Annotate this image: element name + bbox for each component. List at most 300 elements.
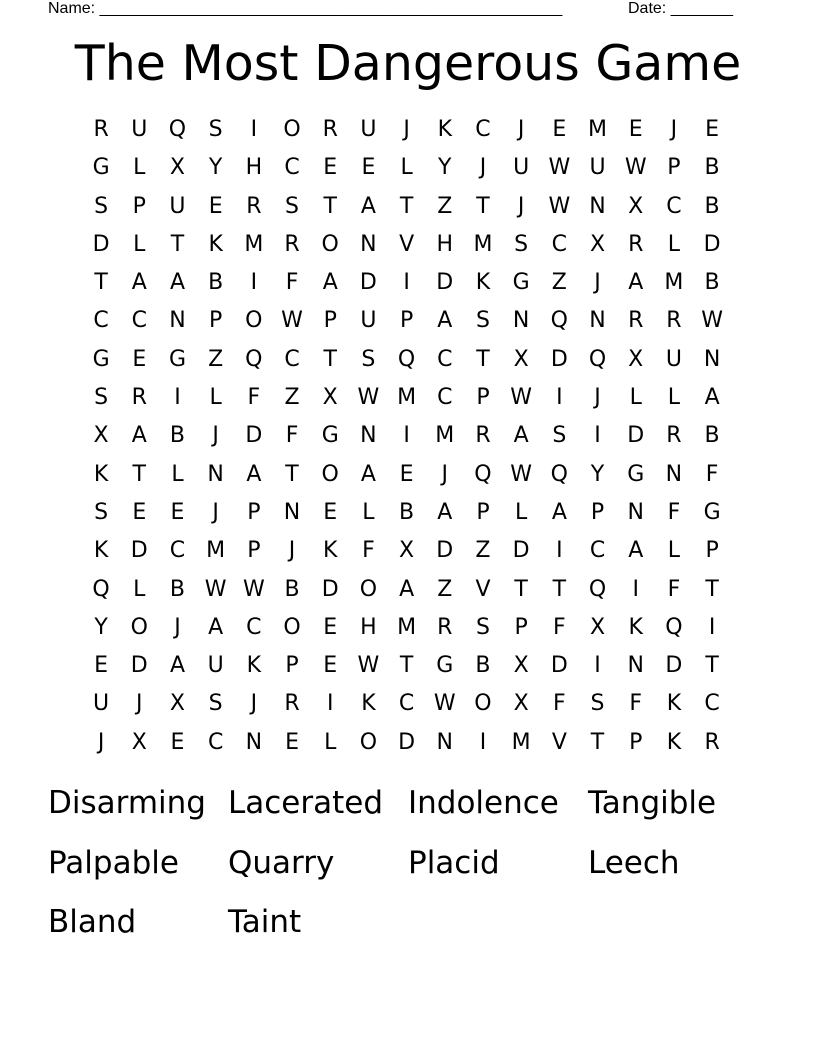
grid-letter[interactable]: L [324, 729, 337, 755]
grid-letter[interactable]: W [510, 385, 533, 411]
grid-letter[interactable]: R [284, 691, 300, 717]
grid-letter[interactable]: J [212, 499, 219, 525]
grid-letter[interactable]: X [513, 653, 529, 679]
grid-letter[interactable]: Z [551, 270, 567, 296]
grid-letter[interactable]: R [475, 423, 491, 449]
grid-letter[interactable]: Z [437, 193, 453, 219]
grid-letter[interactable]: D [703, 231, 721, 257]
grid-letter[interactable]: T [132, 461, 146, 487]
grid-letter[interactable]: Q [550, 461, 568, 487]
grid-letter[interactable]: J [97, 729, 105, 755]
grid-letter[interactable]: K [93, 461, 109, 487]
grid-letter[interactable]: L [667, 385, 681, 411]
word-bank-item: Placid [408, 844, 500, 881]
grid-letter[interactable]: Q [588, 346, 607, 372]
grid-letter[interactable]: T [590, 729, 605, 755]
grid-letter[interactable]: U [169, 193, 186, 219]
grid-letter[interactable]: I [479, 729, 487, 755]
grid-letter[interactable]: W [357, 385, 380, 411]
grid-letter[interactable]: W [701, 308, 723, 334]
grid-letter[interactable]: N [703, 346, 721, 372]
word-bank-item: Indolence [408, 785, 559, 821]
grid-letter[interactable]: P [399, 308, 414, 334]
grid-letter[interactable]: L [209, 385, 222, 411]
grid-letter[interactable]: B [399, 499, 415, 525]
grid-letter[interactable]: X [93, 423, 109, 449]
grid-letter[interactable]: A [513, 423, 529, 449]
grid-letter[interactable]: R [322, 117, 338, 142]
grid-letter[interactable]: G [627, 461, 645, 487]
grid-letter[interactable]: S [285, 193, 300, 219]
grid-letter[interactable]: E [132, 499, 147, 525]
grid-letter[interactable]: X [513, 691, 529, 717]
grid-letter[interactable]: A [322, 270, 338, 296]
grid-letter[interactable]: P [629, 729, 643, 755]
grid-letter[interactable]: X [628, 193, 644, 219]
grid-letter[interactable]: Q [245, 346, 263, 372]
grid-letter[interactable]: E [208, 193, 223, 219]
grid-letter[interactable]: H [436, 231, 454, 257]
grid-letter[interactable]: D [398, 729, 416, 755]
grid-letter[interactable]: I [556, 538, 563, 564]
grid-letter[interactable]: D [436, 538, 454, 564]
grid-letter[interactable]: X [322, 385, 338, 411]
grid-letter[interactable]: T [705, 576, 719, 602]
grid-letter[interactable]: S [208, 117, 223, 142]
word-bank [48, 778, 768, 957]
grid-letter[interactable]: X [628, 346, 644, 372]
grid-letter[interactable]: J [517, 193, 525, 219]
grid-letter[interactable]: H [360, 614, 377, 640]
grid-letter[interactable]: Q [550, 308, 568, 334]
grid-letter[interactable]: S [94, 385, 109, 411]
grid-letter[interactable]: U [589, 155, 606, 181]
grid-letter[interactable]: B [704, 270, 720, 296]
grid-letter[interactable]: Y [438, 155, 452, 181]
grid-letter[interactable]: I [632, 576, 639, 602]
grid-letter[interactable]: R [666, 308, 682, 334]
grid-letter[interactable]: S [94, 499, 109, 525]
grid-letter[interactable]: A [131, 270, 147, 296]
grid-letter[interactable]: B [208, 270, 224, 296]
grid-letter[interactable]: Z [284, 385, 300, 411]
grid-letter[interactable]: U [360, 117, 377, 142]
grid-letter[interactable]: E [170, 499, 185, 525]
grid-letter[interactable]: D [92, 231, 110, 257]
grid-letter[interactable]: W [548, 155, 571, 181]
grid-letter[interactable]: S [552, 423, 567, 449]
grid-letter[interactable]: P [476, 499, 490, 525]
grid-letter[interactable]: R [704, 729, 720, 755]
grid-letter[interactable]: I [250, 270, 258, 296]
grid-letter[interactable]: W [624, 155, 647, 181]
grid-letter[interactable]: A [704, 385, 720, 411]
grid-letter[interactable]: O [130, 614, 148, 640]
grid-letter[interactable]: Q [474, 461, 492, 487]
grid-letter[interactable]: A [628, 538, 644, 564]
grid-letter[interactable]: J [288, 538, 296, 564]
grid-letter[interactable]: W [357, 653, 380, 679]
grid-letter[interactable]: C [246, 614, 262, 640]
grid-letter[interactable]: B [704, 423, 720, 449]
grid-letter[interactable]: R [437, 614, 453, 640]
grid-letter[interactable]: W [548, 193, 571, 219]
grid-letter[interactable]: P [514, 614, 528, 640]
grid-letter[interactable]: P [323, 308, 337, 334]
grid-letter[interactable]: D [550, 346, 568, 372]
grid-letter[interactable]: R [131, 385, 147, 411]
grid-letter[interactable]: E [628, 117, 643, 142]
grid-letter[interactable]: Q [397, 346, 416, 372]
grid-letter[interactable]: F [362, 538, 375, 564]
grid-letter[interactable]: Y [590, 461, 605, 487]
grid-letter[interactable]: E [361, 155, 376, 181]
grid-letter[interactable]: B [704, 155, 720, 181]
grid-letter[interactable]: J [594, 385, 601, 411]
grid-letter[interactable]: L [515, 499, 528, 525]
grid-letter[interactable]: X [169, 691, 185, 717]
grid-letter[interactable]: S [475, 614, 490, 640]
grid-letter[interactable]: R [628, 231, 644, 257]
grid-letter[interactable]: A [551, 499, 567, 525]
grid-letter[interactable]: C [207, 729, 224, 755]
grid-letter[interactable]: O [283, 614, 301, 640]
grid-letter[interactable]: D [436, 270, 454, 296]
grid-letter[interactable]: D [130, 653, 148, 679]
grid-letter[interactable]: F [247, 385, 261, 411]
grid-letter[interactable]: G [168, 346, 186, 372]
grid-letter[interactable]: N [283, 499, 301, 525]
grid-letter[interactable]: N [245, 729, 263, 755]
grid-letter[interactable]: F [667, 576, 681, 602]
grid-letter[interactable]: L [629, 385, 642, 411]
grid-letter[interactable]: B [169, 576, 186, 602]
grid-letter[interactable]: T [514, 576, 528, 602]
grid-letter[interactable]: V [475, 576, 491, 602]
grid-letter[interactable]: J [136, 691, 143, 717]
grid-letter[interactable]: A [169, 653, 185, 679]
grid-letter[interactable]: T [705, 653, 719, 679]
grid-letter[interactable]: E [132, 346, 147, 372]
grid-letter[interactable]: R [246, 193, 262, 219]
grid-letter[interactable]: K [475, 270, 491, 296]
grid-letter[interactable]: J [212, 423, 219, 449]
grid-letter[interactable]: U [207, 653, 224, 679]
grid-letter[interactable]: B [169, 423, 186, 449]
grid-letter[interactable]: N [589, 308, 606, 334]
grid-letter[interactable]: X [399, 538, 415, 564]
grid-letter[interactable]: A [131, 423, 147, 449]
grid-letter[interactable]: T [399, 653, 414, 679]
grid-letter[interactable]: Q [92, 576, 110, 602]
grid-letter[interactable]: I [250, 117, 258, 142]
grid-letter[interactable]: D [665, 653, 683, 679]
grid-letter[interactable]: O [474, 691, 492, 717]
grid-letter[interactable]: M [511, 729, 531, 755]
word-bank-item: Lacerated [228, 785, 384, 821]
grid-letter[interactable]: D [245, 423, 263, 449]
grid-letter[interactable]: N [360, 423, 377, 449]
grid-letter[interactable]: J [517, 117, 525, 142]
grid-letter[interactable]: P [476, 385, 490, 411]
grid-letter[interactable]: P [285, 653, 299, 679]
word-bank-item: Leech [588, 844, 680, 881]
grid-letter[interactable]: K [93, 538, 109, 564]
grid-letter[interactable]: S [208, 691, 223, 717]
header-fields [48, 0, 748, 20]
grid-letter[interactable]: X [169, 155, 185, 181]
grid-letter[interactable]: N [436, 729, 454, 755]
grid-letter[interactable]: W [242, 576, 265, 602]
grid-letter[interactable]: W [510, 461, 533, 487]
grid-letter[interactable]: L [667, 538, 681, 564]
grid-letter[interactable]: Q [168, 117, 187, 142]
grid-letter[interactable]: L [133, 576, 146, 602]
grid-letter[interactable]: D [512, 538, 530, 564]
grid-letter[interactable]: W [281, 308, 303, 334]
grid-letter[interactable]: C [589, 538, 606, 564]
grid-letter[interactable]: L [400, 155, 413, 181]
grid-letter[interactable]: R [628, 308, 644, 334]
grid-letter[interactable]: O [245, 308, 263, 334]
grid-letter[interactable]: D [550, 653, 568, 679]
grid-letter[interactable]: U [513, 155, 530, 181]
grid-letter[interactable]: S [514, 231, 529, 257]
grid-letter[interactable]: Y [94, 614, 108, 640]
grid-letter[interactable]: A [437, 499, 453, 525]
grid-letter[interactable]: S [94, 193, 109, 219]
grid-letter[interactable]: Z [475, 538, 491, 564]
grid-letter[interactable]: I [174, 385, 181, 411]
grid-letter[interactable]: P [705, 538, 719, 564]
grid-letter[interactable]: G [703, 499, 721, 525]
grid-letter[interactable]: U [93, 691, 110, 717]
grid-letter[interactable]: B [284, 576, 300, 602]
grid-letter[interactable]: K [666, 729, 682, 755]
grid-letter[interactable]: N [207, 461, 224, 487]
grid-letter[interactable]: C [398, 691, 415, 717]
grid-letter[interactable]: R [666, 423, 682, 449]
grid-letter[interactable]: W [433, 691, 456, 717]
grid-letter[interactable]: F [667, 499, 681, 525]
grid-letter[interactable]: Y [208, 155, 223, 181]
grid-letter[interactable]: N [627, 499, 644, 525]
grid-letter[interactable]: J [479, 155, 487, 181]
grid-letter[interactable]: V [399, 231, 415, 257]
grid-letter[interactable]: M [244, 231, 264, 257]
grid-letter[interactable]: N [665, 461, 683, 487]
grid-letter[interactable]: T [552, 576, 567, 602]
grid-letter[interactable]: N [512, 308, 530, 334]
grid-letter[interactable]: H [245, 155, 263, 181]
grid-letter[interactable]: A [246, 461, 262, 487]
grid-letter[interactable]: E [94, 653, 109, 679]
grid-letter[interactable]: M [588, 117, 608, 142]
grid-letter[interactable]: I [326, 691, 334, 717]
grid-letter[interactable]: L [133, 155, 146, 181]
grid-letter[interactable]: K [628, 614, 643, 640]
grid-letter[interactable]: O [283, 117, 301, 142]
grid-letter[interactable]: S [475, 308, 490, 334]
grid-letter[interactable]: A [208, 614, 224, 640]
grid-letter[interactable]: T [399, 193, 414, 219]
grid-letter[interactable]: T [170, 231, 185, 257]
grid-letter[interactable]: C [169, 538, 186, 564]
grid-letter[interactable]: O [359, 576, 378, 602]
grid-letter[interactable]: Z [437, 576, 453, 602]
grid-letter[interactable]: I [594, 653, 601, 679]
grid-letter[interactable]: K [246, 653, 262, 679]
word-bank-item: Tangible [588, 785, 717, 821]
grid-letter[interactable]: X [513, 346, 529, 372]
grid-letter[interactable]: A [437, 308, 453, 334]
grid-letter[interactable]: K [208, 231, 223, 257]
grid-letter[interactable]: M [397, 385, 417, 411]
grid-letter[interactable]: N [169, 308, 186, 334]
grid-letter[interactable]: A [360, 193, 376, 219]
grid-letter[interactable]: Z [208, 346, 224, 372]
grid-letter[interactable]: R [93, 117, 109, 142]
grid-letter[interactable]: D [359, 270, 377, 296]
grid-letter[interactable]: I [556, 385, 563, 411]
word-bank-item: Quarry [228, 844, 335, 881]
grid-letter[interactable]: J [250, 691, 258, 717]
grid-letter[interactable]: E [399, 461, 414, 487]
word-bank-item: Bland [48, 904, 137, 940]
grid-letter[interactable]: S [590, 691, 605, 717]
grid-letter[interactable]: F [285, 270, 299, 296]
grid-letter[interactable]: U [131, 117, 148, 142]
grid-letter[interactable]: N [627, 653, 644, 679]
grid-letter[interactable]: B [704, 193, 720, 219]
grid-letter[interactable]: M [664, 270, 684, 296]
grid-letter[interactable]: E [323, 614, 338, 640]
grid-letter[interactable]: M [473, 231, 493, 257]
grid-letter[interactable]: M [435, 423, 455, 449]
grid-letter[interactable]: X [589, 231, 606, 257]
grid-letter[interactable]: C [666, 193, 682, 219]
grid-letter[interactable]: I [403, 423, 410, 449]
grid-letter[interactable]: Q [588, 576, 607, 602]
grid-letter[interactable]: O [321, 231, 339, 257]
grid-letter[interactable]: E [170, 729, 185, 755]
grid-letter[interactable]: E [285, 729, 299, 755]
grid-letter[interactable]: S [361, 346, 376, 372]
grid-letter[interactable]: M [206, 538, 226, 564]
grid-letter[interactable]: J [403, 117, 410, 142]
grid-letter[interactable]: E [323, 653, 338, 679]
grid-letter[interactable]: K [666, 691, 682, 717]
grid-letter[interactable]: D [321, 576, 339, 602]
grid-letter[interactable]: C [551, 231, 568, 257]
page-title: The Most Dangerous Game [74, 35, 742, 92]
grid-letter[interactable]: G [321, 423, 339, 449]
grid-letter[interactable]: P [132, 193, 146, 219]
grid-letter[interactable]: A [399, 576, 415, 602]
grid-letter[interactable]: A [628, 270, 644, 296]
grid-letter[interactable]: C [284, 346, 300, 372]
grid-letter[interactable]: T [323, 346, 337, 372]
grid-letter[interactable]: B [475, 653, 491, 679]
grid-letter[interactable]: C [284, 155, 300, 181]
grid-letter[interactable]: O [321, 461, 339, 487]
grid-letter[interactable]: G [512, 270, 530, 296]
grid-letter[interactable]: L [667, 231, 681, 257]
grid-letter[interactable]: J [670, 117, 678, 142]
grid-letter[interactable]: U [360, 308, 377, 334]
grid-letter[interactable]: C [93, 308, 109, 334]
grid-letter[interactable]: A [360, 461, 376, 487]
name-field-label: Name: ____________________________________________________ [48, 0, 563, 17]
grid-letter[interactable]: P [590, 499, 605, 525]
grid-letter[interactable]: L [171, 461, 184, 487]
grid-letter[interactable]: K [361, 691, 376, 717]
grid-letter[interactable]: O [359, 729, 378, 755]
grid-letter[interactable]: F [553, 691, 566, 717]
grid-letter[interactable]: I [594, 423, 601, 449]
grid-letter[interactable]: G [92, 346, 110, 372]
grid-letter[interactable]: U [665, 346, 682, 372]
grid-letter[interactable]: C [704, 691, 720, 717]
grid-letter[interactable]: J [441, 461, 449, 487]
grid-letter[interactable]: C [437, 346, 453, 372]
grid-letter[interactable]: L [362, 499, 375, 525]
grid-letter[interactable]: T [476, 193, 490, 219]
grid-letter[interactable]: T [285, 461, 299, 487]
grid-letter[interactable]: E [323, 499, 338, 525]
grid-letter[interactable]: M [397, 614, 417, 640]
grid-letter[interactable]: T [323, 193, 337, 219]
grid-letter[interactable]: V [551, 729, 567, 755]
grid-letter[interactable]: K [323, 538, 338, 564]
grid-letter[interactable]: F [553, 614, 566, 640]
grid-letter[interactable]: E [552, 117, 567, 142]
grid-letter[interactable]: X [589, 614, 606, 640]
grid-letter[interactable]: G [436, 653, 454, 679]
grid-letter[interactable]: D [130, 538, 148, 564]
grid-letter[interactable]: N [360, 231, 377, 257]
grid-letter[interactable]: C [437, 385, 453, 411]
grid-letter[interactable]: F [285, 423, 299, 449]
grid-letter[interactable]: R [284, 231, 300, 257]
grid-letter[interactable]: Q [665, 614, 683, 640]
grid-letter[interactable]: F [705, 461, 719, 487]
grid-letter[interactable]: E [323, 155, 338, 181]
grid-letter[interactable]: T [476, 346, 490, 372]
grid-letter[interactable]: J [174, 614, 181, 640]
grid-letter[interactable]: P [667, 155, 681, 181]
grid-letter[interactable]: P [247, 538, 261, 564]
grid-letter[interactable]: L [133, 231, 146, 257]
grid-letter[interactable]: C [475, 117, 491, 142]
grid-letter[interactable]: G [92, 155, 110, 181]
grid-letter[interactable]: A [169, 270, 185, 296]
grid-letter[interactable]: X [131, 729, 147, 755]
grid-letter[interactable]: D [627, 423, 645, 449]
grid-letter[interactable]: K [437, 117, 452, 142]
grid-letter[interactable]: W [204, 576, 227, 602]
grid-letter[interactable]: C [131, 308, 147, 334]
grid-letter[interactable]: P [247, 499, 261, 525]
grid-letter[interactable]: T [94, 270, 108, 296]
grid-letter[interactable]: I [708, 614, 716, 640]
grid-letter[interactable]: J [594, 270, 601, 296]
grid-letter[interactable]: I [403, 270, 410, 296]
grid-letter[interactable]: F [629, 691, 643, 717]
grid-letter[interactable]: E [705, 117, 720, 142]
grid-letter[interactable]: P [209, 308, 223, 334]
grid-letter[interactable]: N [589, 193, 606, 219]
